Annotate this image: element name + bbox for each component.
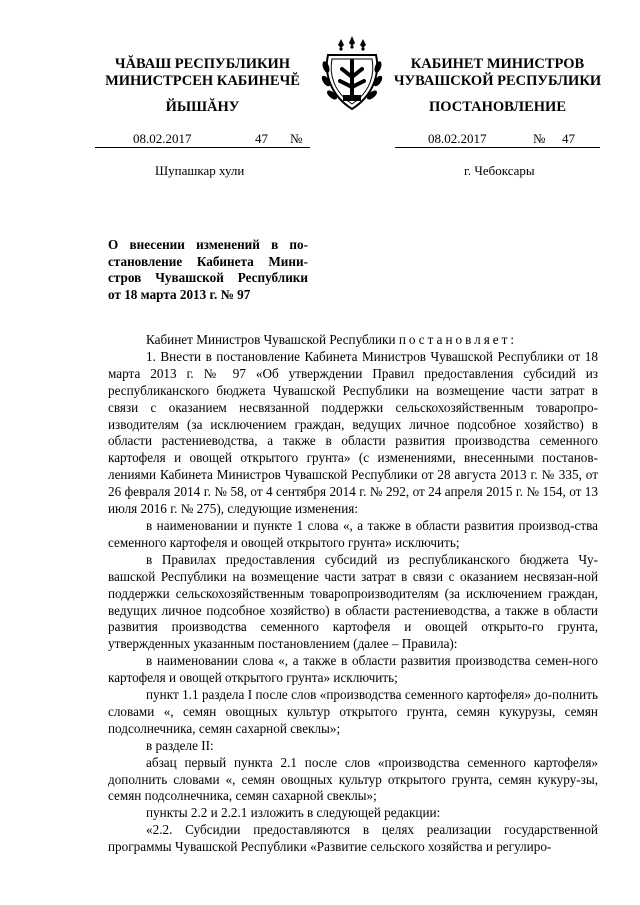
left-date-underline: [95, 147, 310, 148]
body-paragraph: пункт 1.1 раздела I после слов «производства семенного картофеля» до-полнить словами «, семян овощных культур открытого грунта, семян кукурузы, семян подсолнечника, семян сахарной свеклы»;: [108, 687, 598, 736]
right-date-underline: [395, 147, 600, 148]
header-left-org-line2: МИНИСТРСЕН КАБИНЕЧĔ: [105, 73, 300, 89]
title-line: от 18 марта 2013 г. № 97: [108, 286, 251, 302]
title-line: становление Кабинета Мини-: [108, 253, 308, 269]
title-line: О внесении изменений в по-: [108, 237, 308, 252]
body-paragraph: абзац первый пункта 2.1 после слов «производства семенного картофеля» дополнить словами «, семян овощных культур открытого грунта, семян кукуру-зы, семян подсолнечника, семян сахарной свеклы»;: [108, 754, 598, 804]
header-right-doc-type: ПОСТАНОВЛЕНИЕ: [428, 99, 566, 115]
header-left-doc-type: ЙЫШĂНУ: [165, 99, 240, 115]
right-date: 08.02.2017: [428, 131, 487, 146]
header-left-org-line1: ЧĂВАШ РЕСПУБЛИКИН: [114, 56, 291, 72]
right-city: г. Чебоксары: [464, 163, 535, 178]
right-number-sign: №: [533, 131, 546, 146]
body-intro: [108, 332, 598, 349]
left-date: 08.02.2017: [133, 131, 192, 146]
body-paragraph: в наименовании и пункте 1 слова «, а также в области развития производ-ства семенного картофеля и овощей открытого грунта» исключить;: [108, 517, 598, 550]
body-paragraph: в Правилах предоставления субсидий из республиканского бюджета Чу-вашской Республики на возмещение части затрат в связи с оказанием несвязан-ной поддержки сельскохозяйственным товаропроизводителям (за исключением граждан, ведущих личное подсобное хозяйство) в области растениеводства, а также в области развития производства семенного картофеля и овощей открыто-го грунта, утвержденных указанным постановлением (далее – Правила):: [108, 551, 598, 652]
left-number-sign: №: [290, 131, 303, 146]
left-city: Шупашкар хули: [155, 163, 245, 178]
body-paragraph: в разделе II:: [146, 737, 214, 753]
body-paragraph: в наименовании слова «, а также в области развития производства семен-ного картофеля и овощей открытого грунта» исключить;: [108, 653, 598, 686]
intro-spaced-text: постановляет:: [398, 332, 518, 347]
body-paragraph: «2.2. Субсидии предоставляются в целях реализации государственной программы Чувашской Республики «Развитие сельского хозяйства и регулиро-: [108, 822, 598, 855]
document-title: [108, 237, 308, 303]
body-paragraph: пункты 2.2 и 2.2.1 изложить в следующей редакции:: [146, 805, 441, 821]
right-number: 47: [562, 131, 575, 146]
header-right-org-line2: ЧУВАШСКОЙ РЕСПУБЛИКИ: [393, 73, 602, 89]
title-line: стров Чувашской Республики: [108, 270, 308, 285]
document-body: [108, 332, 598, 856]
body-paragraph: 1. Внести в постановление Кабинета Министров Чувашской Республики от 18 марта 2013 г. № 97 «Об утверждении Правил предоставления субсидий из республиканского бюджета Чувашской Республики на возмещение части затрат в связи с оказанием несвязанной поддержки сельскохозяйственным товаропро-изводителям (за исключением граждан, ведущих личное подсобное хозяйство) в области растениеводства, а также в области развития производства семенного картофеля и овощей открытого грунта» (с изменениями, внесенными постанов-лениями Кабинета Министров Чувашской Республики от 28 августа 2013 г. № 335, от 26 февраля 2014 г. № 58, от 4 сентября 2014 г. № 292, от 24 апреля 2015 г. № 154, от 13 июля 2016 г. № 275), следующие изменения:: [108, 348, 598, 517]
header-right-org-line1: КАБИНЕТ МИНИСТРОВ: [410, 56, 585, 72]
left-number: 47: [255, 131, 268, 146]
intro-text: Кабинет Министров Чувашской Республики: [146, 332, 399, 347]
coat-of-arms-emblem: [316, 35, 388, 113]
